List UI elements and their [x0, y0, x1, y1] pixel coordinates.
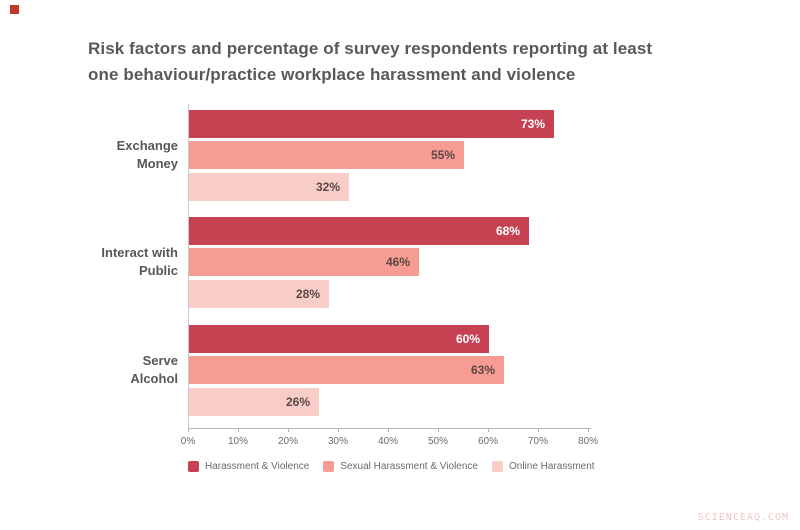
- bar-online-harassment: [189, 280, 329, 308]
- bar-online-harassment: [189, 173, 349, 201]
- x-axis-tick-label: 80%: [577, 436, 599, 447]
- legend-item: [323, 461, 478, 472]
- legend-swatch: [492, 461, 503, 472]
- x-axis-tick-label: 0%: [180, 436, 196, 447]
- category-label: [46, 352, 178, 388]
- x-axis-tick: [338, 428, 339, 432]
- x-axis-line: [188, 428, 591, 429]
- bar-online-harassment: [189, 388, 319, 416]
- watermark: SCIENCEAQ.COM: [697, 512, 789, 523]
- bar-value-label: 28%: [295, 286, 320, 301]
- category-label: [46, 244, 178, 280]
- bar-value-label: 68%: [495, 224, 520, 238]
- x-axis-tick: [238, 428, 239, 432]
- legend-swatch: [323, 461, 334, 472]
- x-axis-tick-label: 50%: [427, 436, 449, 447]
- bar-value-label: 63%: [470, 363, 495, 378]
- bar-value-label: 32%: [315, 179, 340, 194]
- legend-label: Online Harassment: [508, 461, 595, 472]
- bar-sexual-harassment-violence: [189, 248, 419, 276]
- chart-legend: [188, 461, 595, 472]
- bar-harassment-violence: [189, 110, 554, 138]
- category-label-line: Interact with: [101, 245, 178, 261]
- x-axis-tick: [188, 428, 189, 432]
- bar-sexual-harassment-violence: [189, 141, 464, 169]
- legend-label: Sexual Harassment & Violence: [340, 461, 478, 472]
- x-axis-tick: [438, 428, 439, 432]
- x-axis-tick: [388, 428, 389, 432]
- category-label-line: Serve: [142, 353, 178, 369]
- category-label-line: Money: [136, 156, 178, 172]
- x-axis-tick-label: 60%: [477, 436, 499, 447]
- bar-harassment-violence: [189, 325, 489, 353]
- x-axis-tick-label: 30%: [327, 436, 349, 447]
- bar-value-label: 60%: [455, 332, 480, 346]
- x-axis-tick-label: 10%: [227, 436, 249, 447]
- category-label-line: Alcohol: [130, 371, 178, 387]
- x-axis-tick-label: 20%: [277, 436, 299, 447]
- legend-label: Harassment & Violence: [205, 461, 310, 472]
- category-label-line: Exchange: [116, 138, 178, 154]
- x-axis-tick: [588, 428, 589, 432]
- bar-value-label: 26%: [285, 394, 310, 409]
- x-axis-tick: [288, 428, 289, 432]
- x-axis-tick: [538, 428, 539, 432]
- bar-value-label: 73%: [520, 117, 545, 131]
- chart-title-line-2: one behaviour/practice workplace harassment and violence: [88, 65, 576, 84]
- category-label-line: Public: [138, 263, 178, 279]
- legend-item: [492, 461, 595, 472]
- chart-title-line-1: Risk factors and percentage of survey respondents reporting at least: [88, 39, 653, 58]
- x-axis-tick-label: 70%: [527, 436, 549, 447]
- x-axis-tick-label: 40%: [377, 436, 399, 447]
- legend-item: [188, 461, 309, 472]
- x-axis-tick: [488, 428, 489, 432]
- bar-value-label: 46%: [385, 255, 410, 270]
- bar-value-label: 55%: [430, 148, 455, 163]
- bar-sexual-harassment-violence: [189, 356, 504, 384]
- bar-harassment-violence: [189, 217, 529, 245]
- legend-swatch: [188, 461, 199, 472]
- category-label: [46, 137, 178, 173]
